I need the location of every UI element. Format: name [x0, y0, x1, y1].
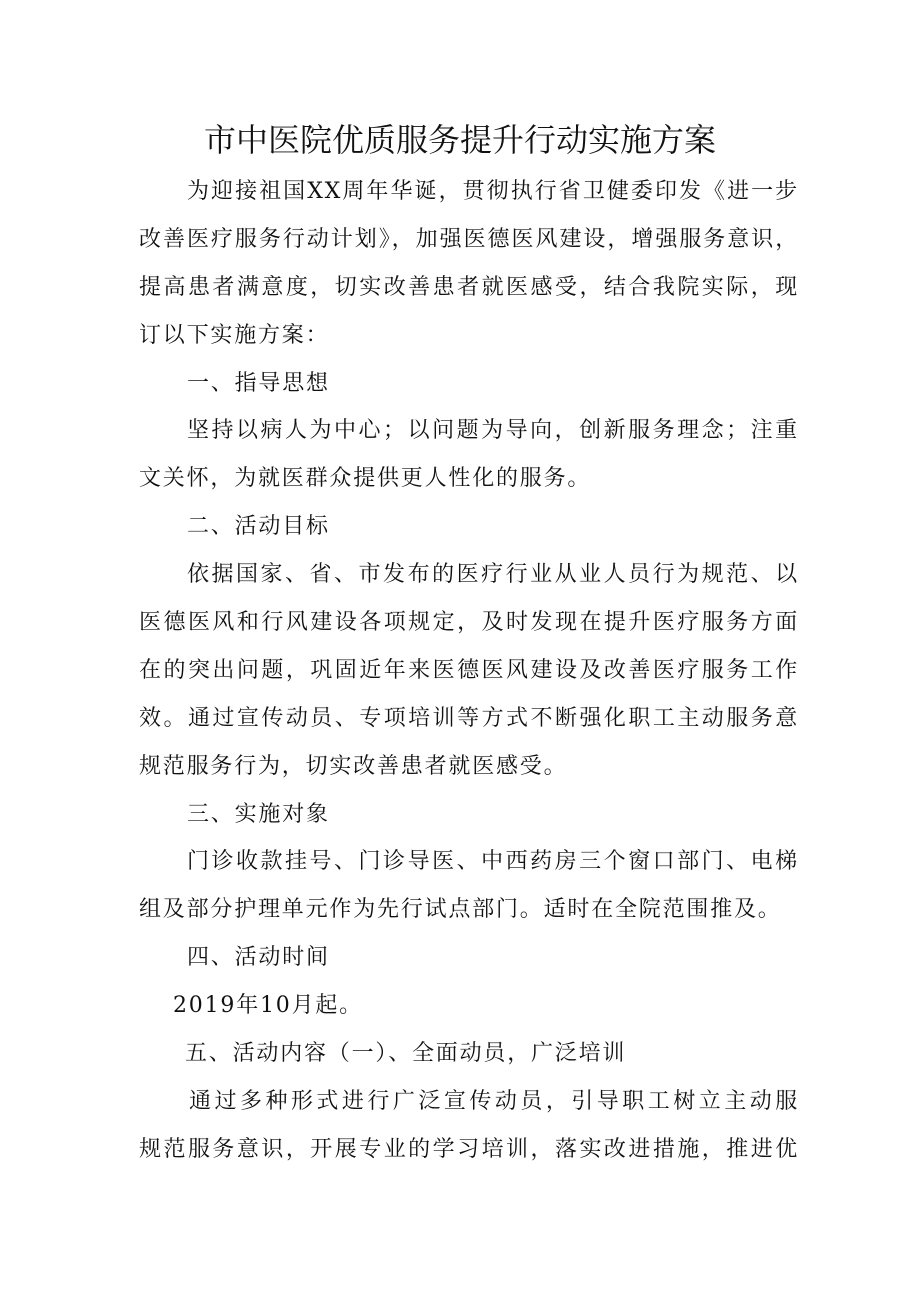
- paragraph-line: 坚持以病人为中心；以问题为导向，创新服务理念；注重: [187, 418, 799, 444]
- section-heading: 三、实施对象: [187, 801, 330, 827]
- paragraph-line: 订以下实施方案：: [139, 322, 330, 348]
- paragraph-line: 文关怀，为就医群众提供更人性化的服务。: [139, 466, 592, 492]
- section-heading: 五、活动内容（一）、全面动员，广泛培训: [185, 1041, 627, 1067]
- paragraph-line: 医德医风和行风建设各项规定，及时发现在提升医疗服务方面: [139, 610, 799, 636]
- section-heading: 二、活动目标: [187, 514, 330, 540]
- section-heading: 四、活动时间: [187, 945, 330, 971]
- paragraph-line: 规范服务行为，切实改善患者就医感受。: [139, 753, 568, 779]
- paragraph-line: 为迎接祖国XX周年华诞，贯彻执行省卫健委印发《进一步: [187, 179, 799, 204]
- paragraph-line: 组及部分护理单元作为先行试点部门。适时在全院范围推及。: [139, 897, 782, 923]
- document-body: [139, 168, 799, 1174]
- paragraph-line: 在的突出问题，巩固近年来医德医风建设及改善医疗服务工作: [139, 657, 799, 683]
- paragraph-line: 2019年10月起。: [173, 993, 363, 1019]
- paragraph-line: 通过多种形式进行广泛宣传动员，引导职工树立主动服: [189, 1088, 799, 1114]
- paragraph-line: 门诊收款挂号、门诊导医、中西药房三个窗口部门、电梯: [187, 849, 799, 875]
- section-heading: 一、指导思想: [187, 370, 330, 396]
- paragraph-line: 依据国家、省、市发布的医疗行业从业人员行为规范、以: [187, 562, 799, 588]
- document-title: 市中医院优质服务提升行动实施方案: [203, 121, 716, 159]
- paragraph-line: 改善医疗服务行动计划》，加强医德医风建设，增强服务意识，: [139, 226, 799, 252]
- paragraph-line: 提高患者满意度，切实改善患者就医感受，结合我院实际，现: [139, 274, 799, 300]
- paragraph-line: 效。通过宣传动员、专项培训等方式不断强化职工主动服务意: [139, 705, 799, 731]
- paragraph-line: 规范服务意识，开展专业的学习培训，落实改进措施，推进优: [139, 1136, 799, 1162]
